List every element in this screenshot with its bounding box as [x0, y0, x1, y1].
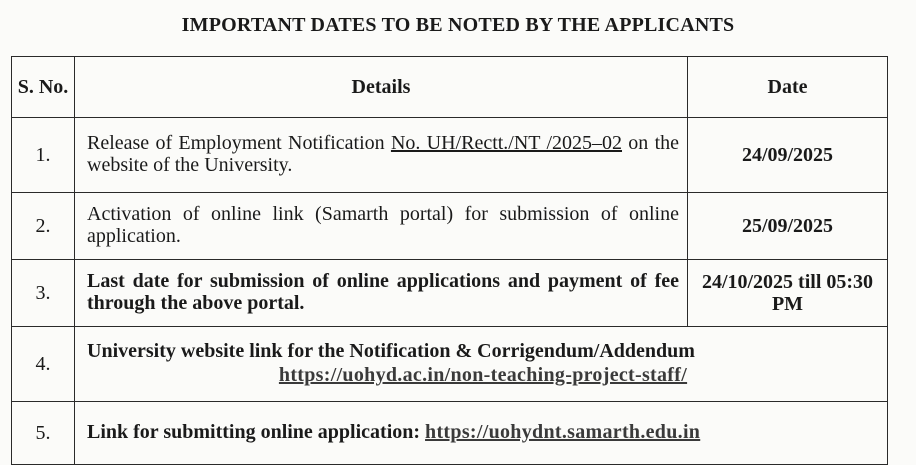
row-details-text: on the website of the University.	[87, 132, 680, 176]
row-details: Activation of online link (Samarth portal) for submission of online application.	[75, 193, 688, 260]
notification-website-link[interactable]: https://uohyd.ac.in/non-teaching-project-staff/	[278, 364, 688, 386]
table-row	[12, 260, 888, 327]
row-sno: 3.	[12, 260, 75, 327]
row-details-text: Release of Employment Notification	[87, 132, 391, 154]
header-sno: S. No.	[12, 57, 75, 118]
row-sno: 1.	[12, 118, 75, 193]
application-portal-link[interactable]: https://uohydnt.samarth.edu.in	[425, 421, 701, 443]
row-details	[75, 327, 888, 402]
row-details-text: University website link for the Notification & Corrigendum/Addendum	[87, 340, 695, 362]
row-date: 24/09/2025	[688, 118, 888, 193]
table-row	[12, 118, 888, 193]
header-date: Date	[688, 57, 888, 118]
table-header-row	[12, 57, 888, 118]
row-details	[75, 118, 688, 193]
row-sno: 5.	[12, 402, 75, 465]
row-details-text: Link for submitting online application:	[87, 421, 426, 443]
table-row	[12, 327, 888, 402]
row-details: Last date for submission of online applications and payment of fee through the above portal.	[75, 260, 688, 327]
table-row	[12, 193, 888, 260]
row-sno: 4.	[12, 327, 75, 402]
table-row	[12, 402, 888, 465]
important-dates-table	[11, 56, 888, 465]
header-details: Details	[75, 57, 688, 118]
row-sno: 2.	[12, 193, 75, 260]
notification-number-link[interactable]: No. UH/Rectt./NT /2025–02	[390, 132, 623, 154]
row-date: 25/09/2025	[688, 193, 888, 260]
row-details	[75, 402, 888, 465]
row-date: 24/10/2025 till 05:30 PM	[688, 260, 888, 327]
page-title: IMPORTANT DATES TO BE NOTED BY THE APPLICANTS	[181, 14, 735, 36]
